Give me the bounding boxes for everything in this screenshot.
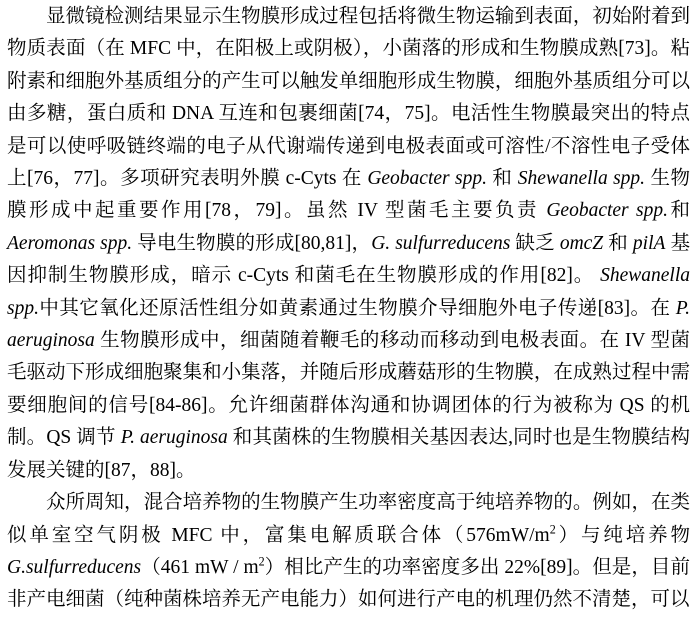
text-segment: 众所周知，混合培养物的生物膜产生功率密度高于纯培养物的。例如，在类似单室空气阴极 MFC 中，富集电解质联合体（576mW/m xyxy=(7,492,690,546)
species-name: G. sulfurreducens xyxy=(371,232,511,254)
paragraph-biofilm-formation xyxy=(7,1,690,487)
text-segment: 和 xyxy=(486,168,518,190)
species-name: P. aeruginosa xyxy=(120,427,228,449)
paragraph-mixed-culture-power xyxy=(7,487,690,617)
text-segment: 基因抑制生物膜形成，暗示 c-Cyts 和菌毛在生物膜形成的作用[82]。 xyxy=(7,232,690,287)
text-segment: 缺乏 xyxy=(510,232,560,254)
text-segment: 生物膜形成中起重要作用[78，79]。虽然 IV 型菌毛主要负责 xyxy=(7,168,690,222)
superscript-unit: 2 xyxy=(258,554,265,569)
text-segment: 和 xyxy=(667,200,690,222)
species-name: P. aeruginosa xyxy=(7,297,690,352)
species-name: Geobacter spp. xyxy=(367,168,487,190)
species-name: Aeromonas spp. xyxy=(7,232,133,254)
text-segment: 中其它氧化还原活性组分如黄素通过生物膜介导细胞外电子传递[83]。在 xyxy=(38,297,676,319)
text-segment: （461 mW / m xyxy=(141,556,259,578)
species-name: G.sulfurreducens xyxy=(7,556,142,578)
text-segment: 显微镜检测结果显示生物膜形成过程包括将微生物运输到表面，初始附着到物质表面（在 MFC 中，在阳极上或阴极），小菌落的形成和生物膜成熟[73]。粘附素和细胞外基质组分的产生可以触发单细胞形成生物膜，细胞外基质组分可以由多糖，蛋白质和 DNA 互连和包裹细菌[74，75]。电活性生物膜最突出的特点是可以使呼吸链终端的电子从代谢端传递到电极表面或可溶性/不溶性电子受体上[76，77]。多项研究表明外膜 c-Cyts 在 xyxy=(7,6,690,190)
text-segment: 导电生物膜的形成[80,81]， xyxy=(132,232,372,254)
gene-name: omcZ xyxy=(559,232,604,254)
species-name: Shewanella spp. xyxy=(517,168,646,190)
species-name: Shewanella spp. xyxy=(7,265,690,319)
gene-name: pilA xyxy=(632,232,666,254)
species-name: Geobacter spp. xyxy=(546,200,668,222)
text-segment: 生物膜形成中，细菌随着鞭毛的移动而移动到电极表面。在 IV 型菌毛驱动下形成细胞聚集和小集落，并随后形成蘑菇形的生物膜，在成熟过程中需要细胞间的信号[84-86]。允许细菌群体沟通和协调团体的行为被称为 QS 的机制。QS 调节 xyxy=(7,330,690,449)
superscript-unit: 2 xyxy=(549,522,556,536)
text-segment: ）与纯培养物 xyxy=(555,524,690,546)
text-segment: ）相比产生的功率密度多出 22%[89]。但是，目前非产电细菌（纯种菌株培养无产电能力）如何进行产电的机理仍然不清楚，可以 xyxy=(7,556,690,611)
text-segment: 和其菌株的生物膜相关基因表达,同时也是生物膜结构发展关键的[87，88]。 xyxy=(7,427,690,481)
text-segment: 和 xyxy=(603,232,633,254)
